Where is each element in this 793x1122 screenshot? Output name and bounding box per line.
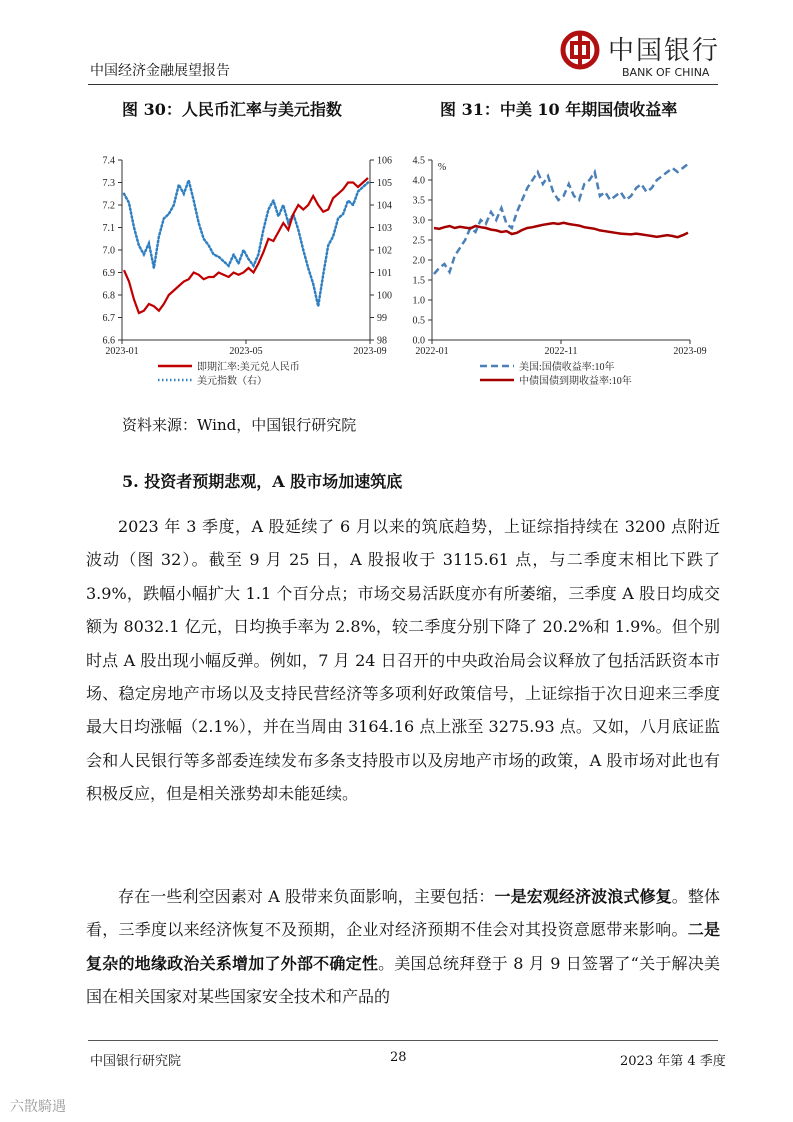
chart-treasury-yields [398,148,728,398]
y-left-tick-label: 7.0 [102,245,115,257]
source-note: 资料来源：Wind，中国银行研究院 [122,416,357,434]
paragraph-1 [86,510,720,811]
bank-logo-icon [560,30,600,70]
chart-fx-usd-index [80,148,410,398]
paragraph-2-bold-1: 一是宏观经济波浪式修复 [494,887,672,906]
logo-english-name: BANK OF CHINA [622,66,710,79]
y-tick-label: 3.0 [412,215,425,227]
legend-label: 即期汇率:美元兑人民币 [197,362,300,373]
page-number: 28 [390,1050,407,1065]
paragraph-1-text: 2023 年 3 季度，A 股延续了 6 月以来的筑底趋势，上证综指持续在 3200 点附近波动（图 32）。截至 9 月 25 日，A 股报收于 3115.61 点，与二季度末相比下跌了 3.9%，跌幅小幅扩大 1.1 个百分点；市场交易活跃度亦有所萎缩，三季度 A 股日均成交额为 8032.1 亿元，日均换手率为 2.8%，较二季度分别下降了 20.2%和 1.9%。但个别时点 A 股出现小幅反弹。例如，7 月 24 日召开的中央政治局会议释放了包括活跃资本市场、稳定房地产市场以及支持民营经济等多项利好政策信号，上证综指于次日迎来三季度最大日均涨幅（2.1%），并在当周由 3164.16 点上涨至 3275.93 点。又如，八月底证监会和人民银行等多部委连续发布多条支持股市以及房地产市场的政策，A 股市场对此也有积极反应，但是相关涨势却未能延续。 [86,517,720,804]
y-right-tick-label: 106 [377,155,392,167]
watermark: 六散騎遇 [10,1099,66,1115]
y-right-tick-label: 99 [377,313,387,324]
y-left-tick-label: 6.6 [102,335,115,347]
paragraph-2-bold-2: 二是复杂的地缘政治关系增加了外部不确定性 [86,920,720,973]
footer-divider [88,1040,718,1041]
y-tick-label: 2.0 [412,255,425,267]
chart-fx-usd-index-svg [80,148,410,398]
header-divider [88,84,718,85]
logo-chinese-name: 中国银行 [608,36,721,66]
footer-institution: 中国银行研究院 [90,1054,182,1069]
legend-label: 中债国债到期收益率:10年 [519,376,632,387]
y-right-tick-label: 101 [377,268,392,279]
y-tick-label: 4.0 [412,175,425,187]
figure-30-title: 图 30：人民币汇率与美元指数 [122,100,342,119]
y-left-tick-label: 6.7 [102,313,115,324]
bank-logo [560,30,720,82]
paragraph-2-part-2: 。整体看，三季度以来经济恢复不及预期，企业对经济预期不佳会对其投资意愿带来影响。 [86,887,720,940]
y-left-tick-label: 7.2 [102,200,115,212]
x-tick-label: 2023-09 [673,346,707,357]
y-right-tick-label: 102 [377,245,392,257]
y-tick-label: 3.5 [412,195,425,207]
x-tick-label: 2023-05 [229,346,263,357]
y-left-tick-label: 6.8 [102,290,115,302]
chart-treasury-yields-svg [398,148,728,398]
y-tick-label: 0.0 [412,335,425,347]
figure-31-title: 图 31：中美 10 年期国债收益率 [440,100,678,119]
y-left-tick-label: 7.4 [102,155,115,167]
paragraph-2-text [86,880,720,1014]
y-left-tick-label: 7.3 [102,178,115,189]
y-left-tick-label: 7.1 [102,223,115,234]
y-left-tick-label: 6.9 [102,268,115,279]
series-usd-index-line [124,180,368,306]
x-tick-label: 2022-11 [544,346,578,357]
y-right-tick-label: 98 [377,335,387,347]
paragraph-2 [86,880,720,1014]
legend-label: 美国:国债收益率:10年 [519,362,615,373]
report-title: 中国经济金融展望报告 [90,63,230,79]
y-right-tick-label: 103 [377,223,392,234]
y-tick-label: 2.5 [412,235,425,247]
series-us-10y-line [434,164,688,274]
y-tick-label: 1.5 [412,275,425,287]
y-tick-label: 0.5 [412,315,425,327]
series-cn-10y-line [434,223,688,237]
legend-label: 美元指数（右） [197,376,267,387]
y-tick-label: 4.5 [412,155,425,167]
paragraph-2-part-3: 。美国总统拜登于 8 月 9 日签署了“关于解决美国在相关国家对某些国家安全技术和产品的 [86,953,720,1007]
paragraph-2-part-1: 存在一些利空因素对 A 股带来负面影响，主要包括： [118,887,495,906]
footer-period: 2023 年第 4 季度 [620,1054,726,1069]
series-usdcny-line [124,178,368,313]
x-tick-label: 2023-01 [105,346,139,357]
x-tick-label: 2022-01 [415,346,449,357]
x-tick-label: 2023-09 [353,346,387,357]
y-right-tick-label: 104 [377,200,392,212]
y-unit-label: % [437,162,447,173]
y-tick-label: 1.0 [412,295,425,307]
y-right-tick-label: 105 [377,178,392,189]
section-heading: 5. 投资者预期悲观，A 股市场加速筑底 [122,472,403,491]
y-right-tick-label: 100 [377,290,392,302]
